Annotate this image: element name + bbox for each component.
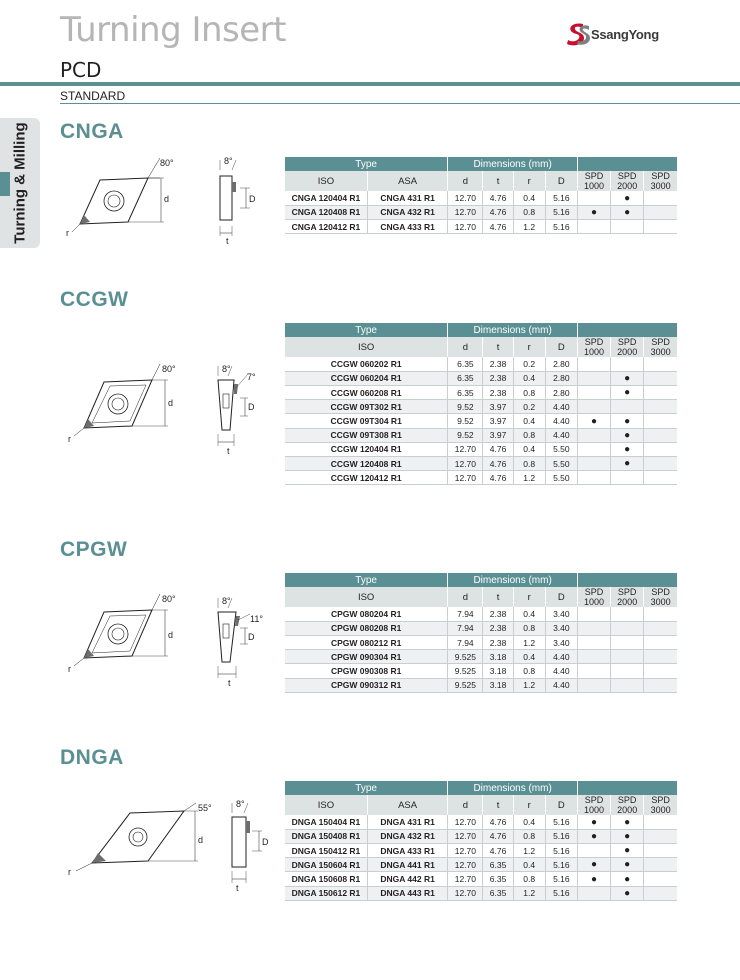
svg-text:11°: 11° xyxy=(250,614,263,624)
ccgw-spec-table: Type Dimensions (mm) ISO d t r D SPD 1000 SPD 2000 SPD 3000 CCGW 060202 R1 6.35 2.38 0.2 2.80 CCGW 060204 R1 6.35 2.38 0.4 2.80 ● CCGW 060208 R1 6.35 2.38 0.8 2.80 ● CCGW 09T302 R1 9.52 3.97 0.2 4.40 CCGW 09T304 R1 9.52 3.97 0.4 4.40 ● ● CCGW 09T308 R1 9.52 3.97 0.8 4.40 ● CCGW 120404 R1 12.70 4.76 0.4 5.50 ● CCGW 120408 R1 12.70 4.76 0.8 5.50 ● CCGW 120412 R1 12.70 4.76 1.2 5.50 xyxy=(285,323,677,485)
ccgw-insert-drawing xyxy=(60,360,270,460)
page-title: Turning Insert xyxy=(60,10,286,50)
svg-text:t: t xyxy=(227,446,230,456)
svg-text:t: t xyxy=(228,678,231,688)
table-row: CNGA 120404 R1 CNGA 431 R1 12.70 4.76 0.4 5.16 ● xyxy=(285,191,677,205)
header-spd2000: SPD 2000 xyxy=(611,171,644,191)
svg-text:D: D xyxy=(248,632,255,642)
svg-text:8°: 8° xyxy=(236,799,245,809)
table-row: DNGA 150412 R1 DNGA 433 R1 12.70 4.76 1.2 5.16 ● xyxy=(285,844,677,858)
table-row: CPGW 080204 R1 7.94 2.38 0.4 3.40 xyxy=(285,607,677,621)
header-spd3000: SPD 3000 xyxy=(644,171,677,191)
header-dimensions: Dimensions (mm) xyxy=(448,157,578,171)
label-d: d xyxy=(164,194,170,204)
header-type: Type xyxy=(285,157,448,171)
svg-text:t: t xyxy=(236,883,239,893)
cnga-insert-drawing xyxy=(60,150,270,250)
table-row: CCGW 09T304 R1 9.52 3.97 0.4 4.40 ● ● xyxy=(285,414,677,428)
svg-text:7°: 7° xyxy=(247,372,256,382)
label-r: r xyxy=(66,228,69,238)
header-r: r xyxy=(513,171,545,191)
table-row: CCGW 120408 R1 12.70 4.76 0.8 5.50 ● xyxy=(285,457,677,471)
dnga-spec-table: Type Dimensions (mm) ISO ASA d t r D SPD 1000 SPD 2000 SPD 3000 DNGA 150404 R1 DNGA 431 R1 12.70 4.76 0.4 5.16 ● ● DNGA 150408 R1 DNGA 432 R1 12.70 4.76 0.8 5.16 ● ● DNGA 150412 R1 DNGA 433 R1 12.70 4.76 1.2 5.16 ● DNGA 150604 R1 DNGA 441 R1 12.70 6.35 0.4 5.16 ● ● DNGA 150608 R1 DNGA 442 R1 12.70 6.35 0.8 5.16 ● ● DNGA 150612 R1 DNGA 443 R1 12.70 6.35 1.2 5.16 ● xyxy=(285,781,677,901)
side-tab-marker xyxy=(0,172,10,196)
category-title: PCD xyxy=(60,58,102,82)
svg-text:r: r xyxy=(68,664,71,674)
header-spd1000: SPD 1000 xyxy=(577,171,610,191)
header-asa: ASA xyxy=(367,171,447,191)
header-t: t xyxy=(483,171,513,191)
section-title-cpgw: CPGW xyxy=(60,538,128,561)
svg-text:d: d xyxy=(198,835,204,845)
header-d: d xyxy=(448,171,483,191)
section-title-ccgw: CCGW xyxy=(60,288,129,311)
svg-text:80°: 80° xyxy=(162,594,176,604)
table-row: CPGW 080212 R1 7.94 2.38 1.2 3.40 xyxy=(285,636,677,650)
subheader-rule xyxy=(60,103,740,104)
svg-text:8°: 8° xyxy=(222,364,231,374)
side-tab-label: Turning & Milling xyxy=(11,122,29,244)
label-t: t xyxy=(226,236,229,246)
header-rule xyxy=(0,82,740,86)
table-row: CCGW 09T308 R1 9.52 3.97 0.8 4.40 ● xyxy=(285,428,677,442)
label-D: D xyxy=(249,194,256,204)
table-row: CCGW 060202 R1 6.35 2.38 0.2 2.80 xyxy=(285,357,677,371)
header-iso: ISO xyxy=(285,171,367,191)
table-row: CNGA 120412 R1 CNGA 433 R1 12.70 4.76 1.2 5.16 xyxy=(285,220,677,234)
svg-text:d: d xyxy=(168,398,174,408)
logo-mark-icon xyxy=(565,20,591,46)
svg-text:r: r xyxy=(68,867,71,877)
dnga-insert-drawing xyxy=(60,795,280,895)
table-row: DNGA 150612 R1 DNGA 443 R1 12.70 6.35 1.2 5.16 ● xyxy=(285,886,677,900)
svg-text:d: d xyxy=(168,630,174,640)
table-row: DNGA 150408 R1 DNGA 432 R1 12.70 4.76 0.8 5.16 ● ● xyxy=(285,829,677,843)
table-row: CCGW 060204 R1 6.35 2.38 0.4 2.80 ● xyxy=(285,371,677,385)
svg-text:D: D xyxy=(248,402,255,412)
table-row: CCGW 120412 R1 12.70 4.76 1.2 5.50 xyxy=(285,471,677,485)
header-D: D xyxy=(545,171,577,191)
svg-text:80°: 80° xyxy=(162,364,176,374)
cnga-spec-table xyxy=(285,157,677,234)
cpgw-spec-table: Type Dimensions (mm) ISO d t r D SPD 1000 SPD 2000 SPD 3000 CPGW 080204 R1 7.94 2.38 0.4 3.40 CPGW 080208 R1 7.94 2.38 0.8 3.40 CPGW 080212 R1 7.94 2.38 1.2 3.40 CPGW 090304 R1 9.525 3.18 0.4 4.40 CPGW 090308 R1 9.525 3.18 0.8 4.40 CPGW 090312 R1 9.525 3.18 1.2 4.40 xyxy=(285,573,677,693)
svg-text:8°: 8° xyxy=(222,596,231,606)
angle-side-label: 8° xyxy=(224,156,233,166)
table-row: CNGA 120408 R1 CNGA 432 R1 12.70 4.76 0.8 5.16 ● ● xyxy=(285,205,677,219)
table-row: CCGW 060208 R1 6.35 2.38 0.8 2.80 ● xyxy=(285,386,677,400)
table-row: CPGW 090308 R1 9.525 3.18 0.8 4.40 xyxy=(285,664,677,678)
table-row: DNGA 150604 R1 DNGA 441 R1 12.70 6.35 0.4 5.16 ● ● xyxy=(285,858,677,872)
svg-text:D: D xyxy=(262,837,269,847)
table-row: DNGA 150404 R1 DNGA 431 R1 12.70 4.76 0.4 5.16 ● ● xyxy=(285,815,677,829)
section-title-cnga: CNGA xyxy=(60,120,124,143)
cpgw-insert-drawing xyxy=(60,590,270,690)
table-row: CPGW 090304 R1 9.525 3.18 0.4 4.40 xyxy=(285,650,677,664)
table-row: CCGW 09T302 R1 9.52 3.97 0.2 4.40 xyxy=(285,400,677,414)
angle-main-label: 80° xyxy=(160,158,174,168)
table-row: CPGW 080208 R1 7.94 2.38 0.8 3.40 xyxy=(285,621,677,635)
subcategory-label: STANDARD xyxy=(60,89,126,103)
svg-text:55°: 55° xyxy=(198,803,212,813)
svg-text:r: r xyxy=(68,434,71,444)
section-title-dnga: DNGA xyxy=(60,746,124,769)
table-row: CPGW 090312 R1 9.525 3.18 1.2 4.40 xyxy=(285,678,677,692)
table-row: CCGW 120404 R1 12.70 4.76 0.4 5.50 ● xyxy=(285,442,677,456)
logo-text: SsangYong xyxy=(591,27,659,42)
header-spd-band xyxy=(577,157,677,171)
ssangyong-logo xyxy=(565,18,685,48)
table-row: DNGA 150608 R1 DNGA 442 R1 12.70 6.35 0.8 5.16 ● ● xyxy=(285,872,677,886)
